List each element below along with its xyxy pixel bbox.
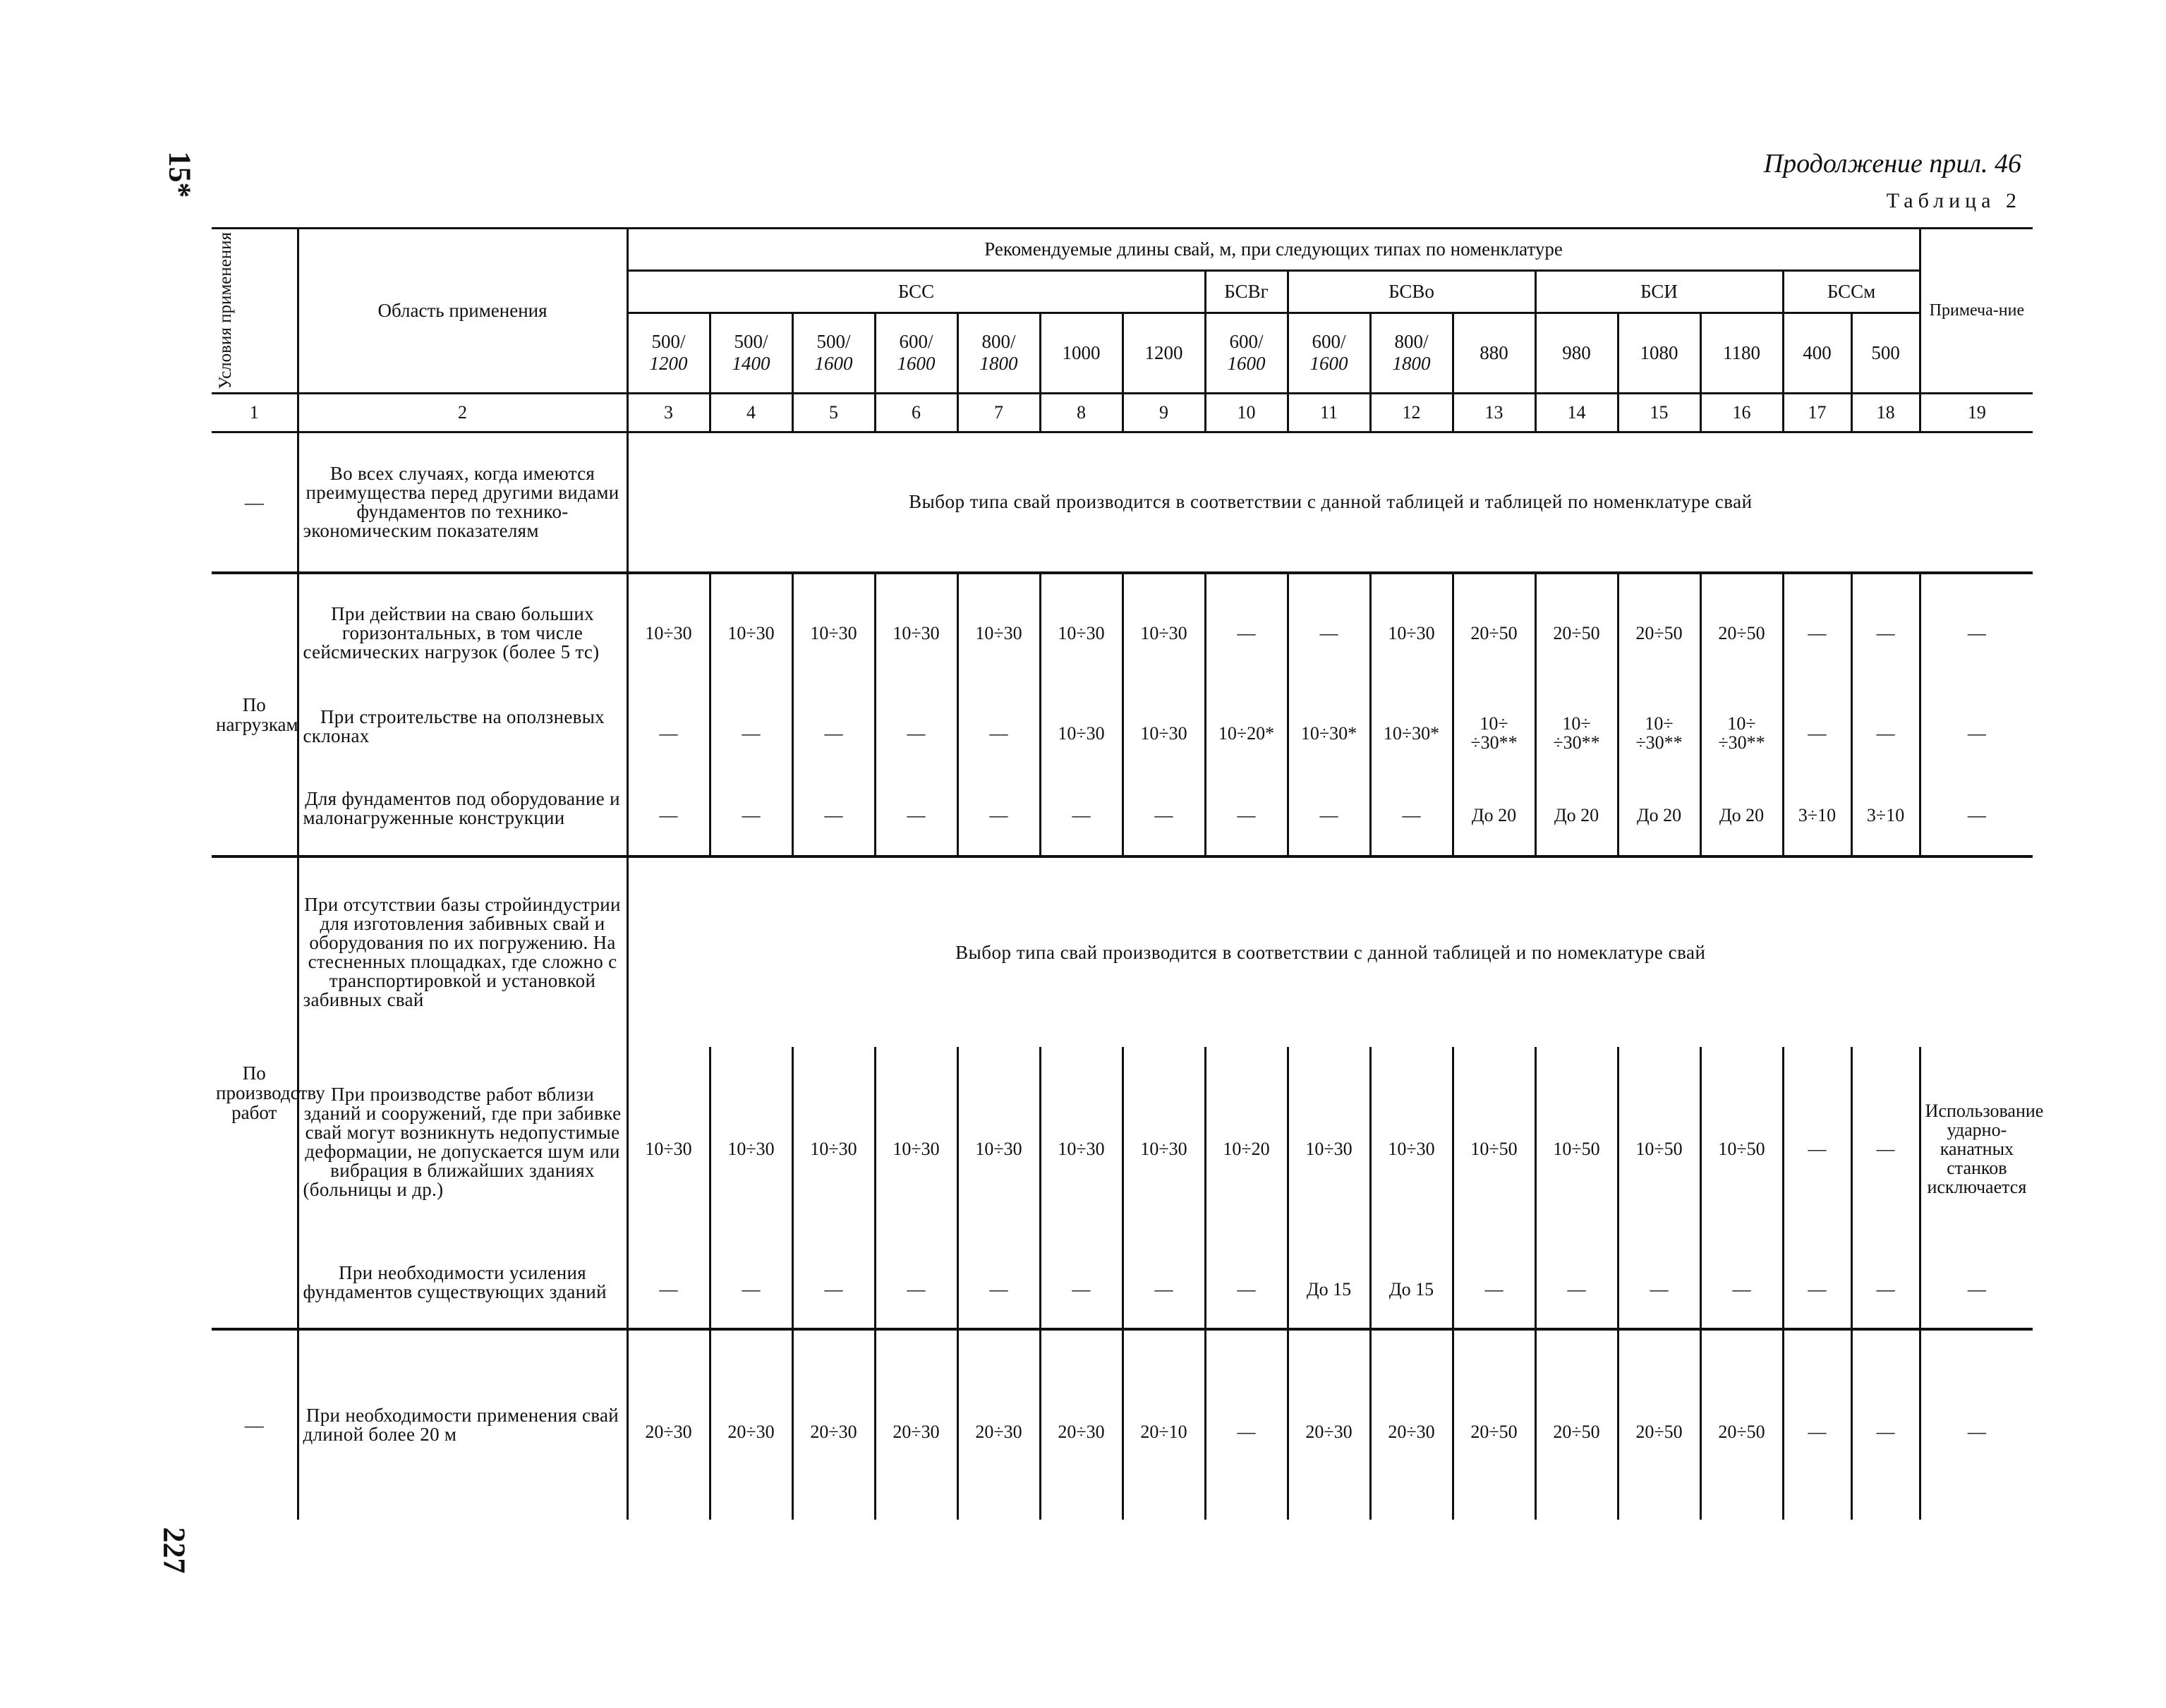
value-cell: — [1123, 1237, 1205, 1329]
value-cell: — [792, 762, 875, 856]
header-group-bsi: БСИ [1535, 271, 1783, 313]
size-16: 1180 [1700, 313, 1783, 394]
value-cell: — [1205, 1237, 1288, 1329]
table-row-all-cases [212, 432, 2033, 573]
note-cell: Использование ударно-канатных станков исключается [1920, 1047, 2033, 1237]
table-row [212, 856, 2033, 1047]
value-cell: — [1205, 573, 1288, 691]
value-cell: — [1205, 762, 1288, 856]
column-number: 11 [1288, 393, 1370, 432]
value-cell: До 20 [1700, 762, 1783, 856]
column-number-row [212, 393, 2033, 432]
note-cell: — [1920, 1329, 2033, 1520]
condition-cell: — [212, 1329, 298, 1520]
value-cell: 20÷50 [1618, 573, 1700, 691]
area-cell: При необходимости применения свай длиной более 20 м [298, 1329, 627, 1520]
area-cell: Для фундаментов под оборудование и малонагруженные конструкции [298, 762, 627, 856]
value-cell: — [792, 1237, 875, 1329]
value-cell: 20÷30 [1040, 1329, 1123, 1520]
column-number: 3 [627, 393, 710, 432]
value-cell: — [1040, 1237, 1123, 1329]
value-cell: — [957, 762, 1040, 856]
value-cell: 10÷30 [710, 1047, 792, 1237]
value-cell: — [1453, 1237, 1535, 1329]
value-cell: — [1205, 1329, 1288, 1520]
continuation-label: Продолжение прил. 46 [1763, 149, 2021, 178]
value-cell: — [792, 691, 875, 762]
value-cell: — [710, 762, 792, 856]
table-row [212, 691, 2033, 762]
value-cell: 10÷30 [1123, 573, 1205, 691]
value-cell: — [710, 1237, 792, 1329]
column-number: 17 [1783, 393, 1851, 432]
size-9: 1200 [1123, 313, 1205, 394]
value-cell: 3÷10 [1783, 762, 1851, 856]
value-cell: 20÷50 [1535, 573, 1618, 691]
size-4: 500/ 1400 [710, 313, 792, 394]
page-number: 227 [157, 1527, 192, 1574]
value-cell: — [957, 691, 1040, 762]
size-13: 880 [1453, 313, 1535, 394]
column-number: 13 [1453, 393, 1535, 432]
column-number: 9 [1123, 393, 1205, 432]
area-cell: При строительстве на оползневых склонах [298, 691, 627, 762]
table-row [212, 1329, 2033, 1520]
size-14: 980 [1535, 313, 1618, 394]
value-cell: 3÷10 [1851, 762, 1920, 856]
value-cell: 10÷30 [875, 1047, 957, 1237]
header-notes: Примеча-ние [1920, 229, 2033, 394]
value-cell: 20÷30 [1370, 1329, 1453, 1520]
value-cell: — [1618, 1237, 1700, 1329]
value-cell: 10÷30 [957, 573, 1040, 691]
size-5: 500/ 1600 [792, 313, 875, 394]
value-cell: 10÷ ÷30** [1618, 691, 1700, 762]
value-cell: 20÷30 [627, 1329, 710, 1520]
value-cell: 10÷30 [1040, 573, 1123, 691]
value-cell: До 20 [1453, 762, 1535, 856]
value-cell: 10÷30 [792, 1047, 875, 1237]
size-3: 500/ 1200 [627, 313, 710, 394]
column-number: 2 [298, 393, 627, 432]
condition-cell: По производству работ [212, 856, 298, 1329]
value-cell: До 15 [1370, 1237, 1453, 1329]
area-cell: Во всех случаях, когда имеются преимущества перед другими видами фундаментов по технико-экономическим показателям [298, 432, 627, 573]
value-cell: — [1288, 762, 1370, 856]
value-cell: До 15 [1288, 1237, 1370, 1329]
value-cell: 10÷30* [1370, 691, 1453, 762]
value-cell: — [627, 1237, 710, 1329]
value-cell: 10÷20* [1205, 691, 1288, 762]
value-cell: 10÷30 [875, 573, 957, 691]
value-cell: 20÷50 [1453, 1329, 1535, 1520]
value-cell: — [1851, 1047, 1920, 1237]
value-cell: — [1700, 1237, 1783, 1329]
header-area: Область применения [298, 229, 627, 394]
header-group-bsvo: БСВо [1288, 271, 1535, 313]
column-number: 15 [1618, 393, 1700, 432]
value-cell: 10÷30 [710, 573, 792, 691]
size-17: 400 [1783, 313, 1851, 394]
column-number: 8 [1040, 393, 1123, 432]
value-cell: 10÷50 [1618, 1047, 1700, 1237]
table-row [212, 1047, 2033, 1237]
size-6: 600/ 1600 [875, 313, 957, 394]
page-mark-top: 15* [162, 151, 198, 198]
value-cell: 10÷30 [1370, 1047, 1453, 1237]
area-cell: При необходимости усиления фундаментов существующих зданий [298, 1237, 627, 1329]
value-cell: 20÷50 [1453, 573, 1535, 691]
value-cell: 20÷50 [1618, 1329, 1700, 1520]
size-12: 800/ 1800 [1370, 313, 1453, 394]
value-cell: 20÷30 [875, 1329, 957, 1520]
selection-note: Выбор типа свай производится в соответствии с данной таблицей и по номеклатуре свай [627, 856, 2033, 1047]
value-cell: 10÷30 [1370, 573, 1453, 691]
value-cell: — [1370, 762, 1453, 856]
value-cell: До 20 [1618, 762, 1700, 856]
value-cell: 10÷30 [957, 1047, 1040, 1237]
value-cell: 10÷ ÷30** [1535, 691, 1618, 762]
note-cell: — [1920, 1237, 2033, 1329]
column-number: 12 [1370, 393, 1453, 432]
value-cell: 20÷50 [1535, 1329, 1618, 1520]
size-11: 600/ 1600 [1288, 313, 1370, 394]
column-number: 16 [1700, 393, 1783, 432]
area-cell: При действии на сваю больших горизонтальных, в том числе сейсмических нагрузок (более 5 тс) [298, 573, 627, 691]
value-cell: — [1851, 1329, 1920, 1520]
header-recommended-lengths: Рекомендуемые длины свай, м, при следующих типах по номенклатуре [627, 229, 1920, 271]
value-cell: — [1783, 1237, 1851, 1329]
column-number: 1 [212, 393, 298, 432]
pile-length-table [212, 227, 2044, 1520]
value-cell: — [957, 1237, 1040, 1329]
column-number: 4 [710, 393, 792, 432]
size-15: 1080 [1618, 313, 1700, 394]
size-18: 500 [1851, 313, 1920, 394]
value-cell: 10÷30 [1040, 1047, 1123, 1237]
area-cell: При отсутствии базы стройиндустрии для изготовления забивных свай и оборудования по их погружению. На стесненных площадках, где сложно с транспортировкой и установкой забивных свай [298, 856, 627, 1047]
value-cell: 20÷50 [1700, 1329, 1783, 1520]
value-cell: 10÷ ÷30** [1453, 691, 1535, 762]
header-group-bsvg: БСВг [1205, 271, 1288, 313]
size-10: 600/ 1600 [1205, 313, 1288, 394]
value-cell: — [627, 691, 710, 762]
value-cell: — [1783, 573, 1851, 691]
condition-cell: — [212, 432, 298, 573]
value-cell: 10÷30 [1288, 1047, 1370, 1237]
value-cell: 10÷50 [1453, 1047, 1535, 1237]
value-cell: 20÷30 [792, 1329, 875, 1520]
value-cell: 10÷30 [1123, 691, 1205, 762]
value-cell: — [1851, 573, 1920, 691]
selection-note: Выбор типа свай производится в соответствии с данной таблицей и таблицей по номенклатуре свай [627, 432, 2033, 573]
value-cell: 20÷50 [1700, 573, 1783, 691]
value-cell: 10÷30* [1288, 691, 1370, 762]
value-cell: 10÷30 [792, 573, 875, 691]
value-cell: 10÷50 [1535, 1047, 1618, 1237]
value-cell: 20÷10 [1123, 1329, 1205, 1520]
note-cell: — [1920, 691, 2033, 762]
note-cell: — [1920, 762, 2033, 856]
table-row [212, 573, 2033, 691]
value-cell: — [1783, 1047, 1851, 1237]
value-cell: 10÷30 [627, 573, 710, 691]
value-cell: — [875, 691, 957, 762]
column-number: 6 [875, 393, 957, 432]
column-number: 19 [1920, 393, 2033, 432]
table-row [212, 762, 2033, 856]
value-cell: — [1535, 1237, 1618, 1329]
column-number: 10 [1205, 393, 1288, 432]
size-8: 1000 [1040, 313, 1123, 394]
value-cell: — [1851, 691, 1920, 762]
column-number: 5 [792, 393, 875, 432]
value-cell: — [1783, 691, 1851, 762]
area-cell: При производстве работ вблизи зданий и сооружений, где при забивке свай могут возникнуть недопустимые деформации, не допускается шум или вибрация в ближайших зданиях (больницы и др.) [298, 1047, 627, 1237]
value-cell: — [1783, 1329, 1851, 1520]
condition-cell: По нагрузкам [212, 573, 298, 856]
value-cell: 10÷ ÷30** [1700, 691, 1783, 762]
value-cell: — [627, 762, 710, 856]
value-cell: — [1851, 1237, 1920, 1329]
value-cell: — [1123, 762, 1205, 856]
column-number: 7 [957, 393, 1040, 432]
table-row [212, 1237, 2033, 1329]
note-cell: — [1920, 573, 2033, 691]
value-cell: 10÷30 [1040, 691, 1123, 762]
column-number: 14 [1535, 393, 1618, 432]
value-cell: 10÷20 [1205, 1047, 1288, 1237]
value-cell: 10÷30 [1123, 1047, 1205, 1237]
table-number: Таблица 2 [1886, 189, 2021, 212]
value-cell: До 20 [1535, 762, 1618, 856]
value-cell: 20÷30 [710, 1329, 792, 1520]
value-cell: — [875, 762, 957, 856]
value-cell: — [1040, 762, 1123, 856]
value-cell: — [1288, 573, 1370, 691]
size-7: 800/ 1800 [957, 313, 1040, 394]
header-conditions: Условия применения [212, 229, 298, 394]
value-cell: 10÷50 [1700, 1047, 1783, 1237]
value-cell: 20÷30 [1288, 1329, 1370, 1520]
value-cell: — [875, 1237, 957, 1329]
value-cell: — [710, 691, 792, 762]
header-group-bssm: БССм [1783, 271, 1920, 313]
value-cell: 10÷30 [627, 1047, 710, 1237]
value-cell: 20÷30 [957, 1329, 1040, 1520]
header-group-bss: БСС [627, 271, 1205, 313]
column-number: 18 [1851, 393, 1920, 432]
